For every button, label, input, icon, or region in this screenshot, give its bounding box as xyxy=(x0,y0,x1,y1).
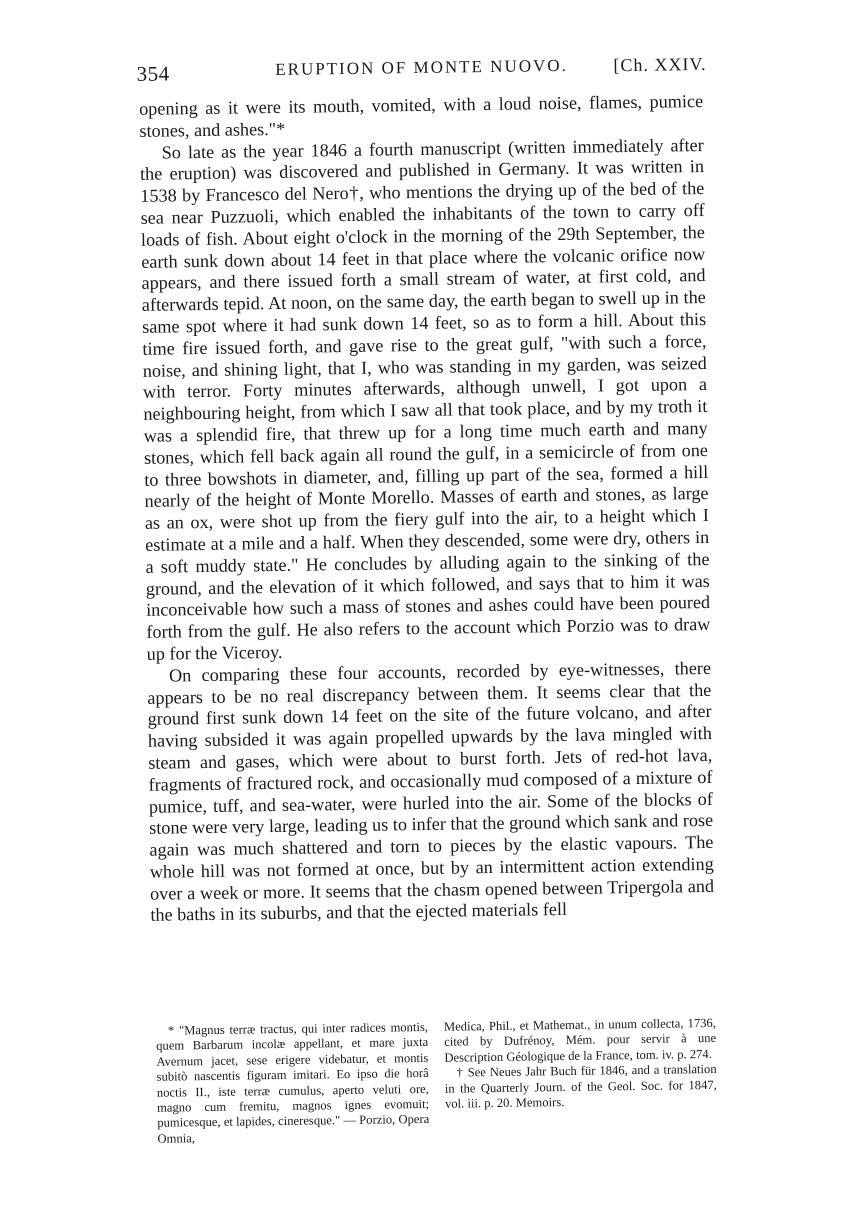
footnote-column-left xyxy=(156,1020,430,1147)
body-text xyxy=(139,91,715,927)
footnote-porzio: * "Magnus terræ tractus, qui inter radices montis, quem Barbarum incolæ appellant, et mare juxta Avernum jacet, sese erigere videbatur, et montis subitò nascentis figuram imitari. Eo ipso die horâ noctis II., iste terræ cumulus, aperto veluti ore, magno cum fremitu, magnos ignes evomuit; pumicesque, et lapides, cineresque." — Porzio, Opera Omnia, xyxy=(156,1019,430,1146)
footnote-column-right xyxy=(444,1016,718,1143)
page-number: 354 xyxy=(136,61,170,86)
running-title: ERUPTION OF MONTE NUOVO. xyxy=(275,55,568,79)
footnote-porzio-continued: Medica, Phil., et Mathemat., in unum collecta, 1736, cited by Dufrénoy, Mém. pour servir à une Description Géologique de la France, tom. iv. p. 274. xyxy=(443,1015,717,1065)
page-header xyxy=(136,54,706,92)
footnote-neues-jahrbuch: † See Neues Jahr Buch für 1846, and a translation in the Quarterly Journ. of the Geol. Soc. for 1847, vol. iii. p. 20. Memoirs. xyxy=(444,1062,717,1111)
chapter-label: [Ch. XXIV. xyxy=(613,53,707,76)
paragraph-comparing-accounts: On comparing these four accounts, recorded by eye-witnesses, there appears to be no real discrepancy between them. It seems clear that the ground first sunk down 14 feet on the site of the future volcano, and after having subsided it was again propelled upwards by the lava mingled with steam and gases, which were about to burst forth. Jets of red-hot lava, fragments of fractured rock, and occasionally mud composed of a mixture of pumice, tuff, and sea-water, were hurled into the air. Some of the blocks of stone were very large, leading us to infer that the ground which sank and rose again was much shattered and torn to pieces by the elastic vapours. The whole hill was not formed at once, but by an intermittent action extending over a week or more. It seems that the chasm opened between Tripergola and the baths in its suburbs, and that the ejected materials fell xyxy=(147,657,715,926)
paragraph-continued: opening as it were its mouth, vomited, with a loud noise, flames, pumice stones, and ashes."* xyxy=(138,91,704,141)
footnotes xyxy=(156,1016,718,1147)
paragraph-fourth-manuscript: So late as the year 1846 a fourth manuscript (written immediately after the eruption) was discovered and published in Germany. It was written in 1538 by Francesco del Nero†, who mentions the drying up of the bed of the sea near Puzzuoli, which enabled the inhabitants of the town to carry off loads of fish. About eight o'clock in the morning of the 29th September, the earth sunk down about 14 feet in that place where the volcanic orifice now appears, and there issued forth a small stream of water, at first cold, and afterwards tepid. At noon, on the same day, the earth began to swell up in the same spot where it had sunk down 14 feet, so as to form a hill. About this time fire issued forth, and gave rise to the great gulf, "with such a force, noise, and shining light, that I, who was standing in my garden, was seized with terror. Forty minutes afterwards, although unwell, I got upon a neighbouring height, from which I saw all that took place, and by my troth it was a splendid fire, that threw up for a long time much earth and many stones, which fell back again all round the gulf, in a semicircle of from one to three bowshots in diameter, and, filling up part of the sea, formed a hill nearly of the height of Monte Morello. Masses of earth and stones, as large as an ox, were shot up from the fiery gulf into the air, to a height which I estimate at a mile and a half. When they descended, some were dry, others in a soft muddy state." He concludes by alluding again to the sinking of the ground, and the elevation of it which followed, and says that to him it was inconceivable how such a mass of stones and ashes could have been poured forth from the gulf. He also refers to the account which Porzio was to draw up for the Viceroy. xyxy=(139,134,711,664)
